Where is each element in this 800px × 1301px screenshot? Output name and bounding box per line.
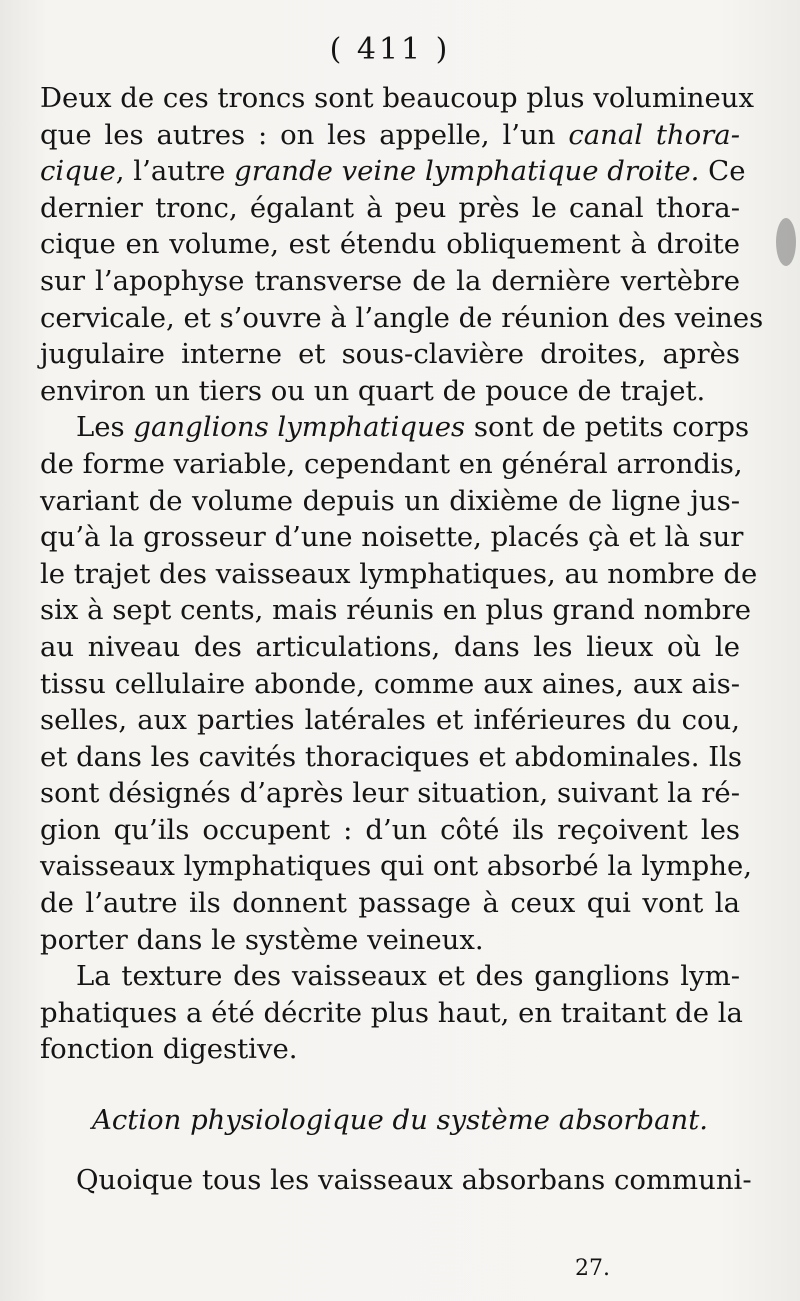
text-line: dernier tronc, égalant à peu près le canal thora-: [40, 191, 740, 224]
text-line: de forme variable, cependant en général arrondis,: [40, 447, 743, 480]
text-line: et dans les cavités thoraciques et abdominales. Ils: [40, 740, 743, 773]
text-line: Quoique tous les vaisseaux absorbans communi-: [76, 1164, 752, 1197]
text-line: variant de volume depuis un dixième de ligne jus-: [40, 484, 740, 517]
text-line: environ un tiers ou un quart de pouce de trajet.: [40, 374, 706, 407]
ink-blot: [776, 218, 796, 266]
text-line: jugulaire interne et sous-clavière droites, après: [40, 338, 740, 371]
text-line: six à sept cents, mais réunis en plus grand nombre: [40, 594, 751, 627]
text-line: le trajet des vaisseaux lymphatiques, au nombre de: [40, 557, 758, 590]
page-number: ( 411 ): [329, 32, 451, 67]
text-line: sur l’apophyse transverse de la dernière vertèbre: [40, 264, 740, 297]
signature-mark: 27.: [575, 1256, 610, 1281]
text-line: Deux de ces troncs sont beaucoup plus volumineux: [40, 82, 754, 114]
text-line: vaisseaux lymphatiques qui ont absorbé la lymphe,: [40, 850, 753, 883]
text-line: cervicale, et s’ouvre à l’angle de réunion des veines: [40, 301, 764, 334]
spacer: [40, 1140, 740, 1162]
text-line: de l’autre ils donnent passage à ceux qui vont la: [40, 887, 740, 920]
text-line: tissu cellulaire abonde, comme aux aines, aux ais-: [40, 667, 740, 700]
text-line: cique, l’autre grande veine lymphatique droite. Ce: [40, 155, 746, 188]
body-text: [40, 80, 764, 1199]
text-line: La texture des vaisseaux et des ganglions lym-: [76, 960, 740, 993]
text-line: qu’à la grosseur d’une noisette, placés çà et là sur: [40, 521, 744, 554]
spacer: [40, 1068, 740, 1100]
section-heading: Action physiologique du système absorbant.: [91, 1104, 709, 1137]
text-line: selles, aux parties latérales et inférieures du cou,: [40, 704, 740, 737]
text-line: phatiques a été décrite plus haut, en traitant de la: [40, 996, 743, 1029]
text-line: porter dans le système veineux.: [40, 923, 484, 956]
text-line: que les autres : on les appelle, l’un canal thora-: [40, 118, 740, 151]
text-line: cique en volume, est étendu obliquement à droite: [40, 228, 740, 261]
text-line: gion qu’ils occupent : d’un côté ils reçoivent les: [40, 813, 740, 846]
text-line: au niveau des articulations, dans les lieux où le: [40, 630, 740, 663]
text-line: fonction digestive.: [40, 1033, 298, 1066]
text-line: sont désignés d’après leur situation, suivant la ré-: [40, 777, 740, 810]
text-line: Les ganglions lymphatiques sont de petits corps: [76, 411, 750, 444]
